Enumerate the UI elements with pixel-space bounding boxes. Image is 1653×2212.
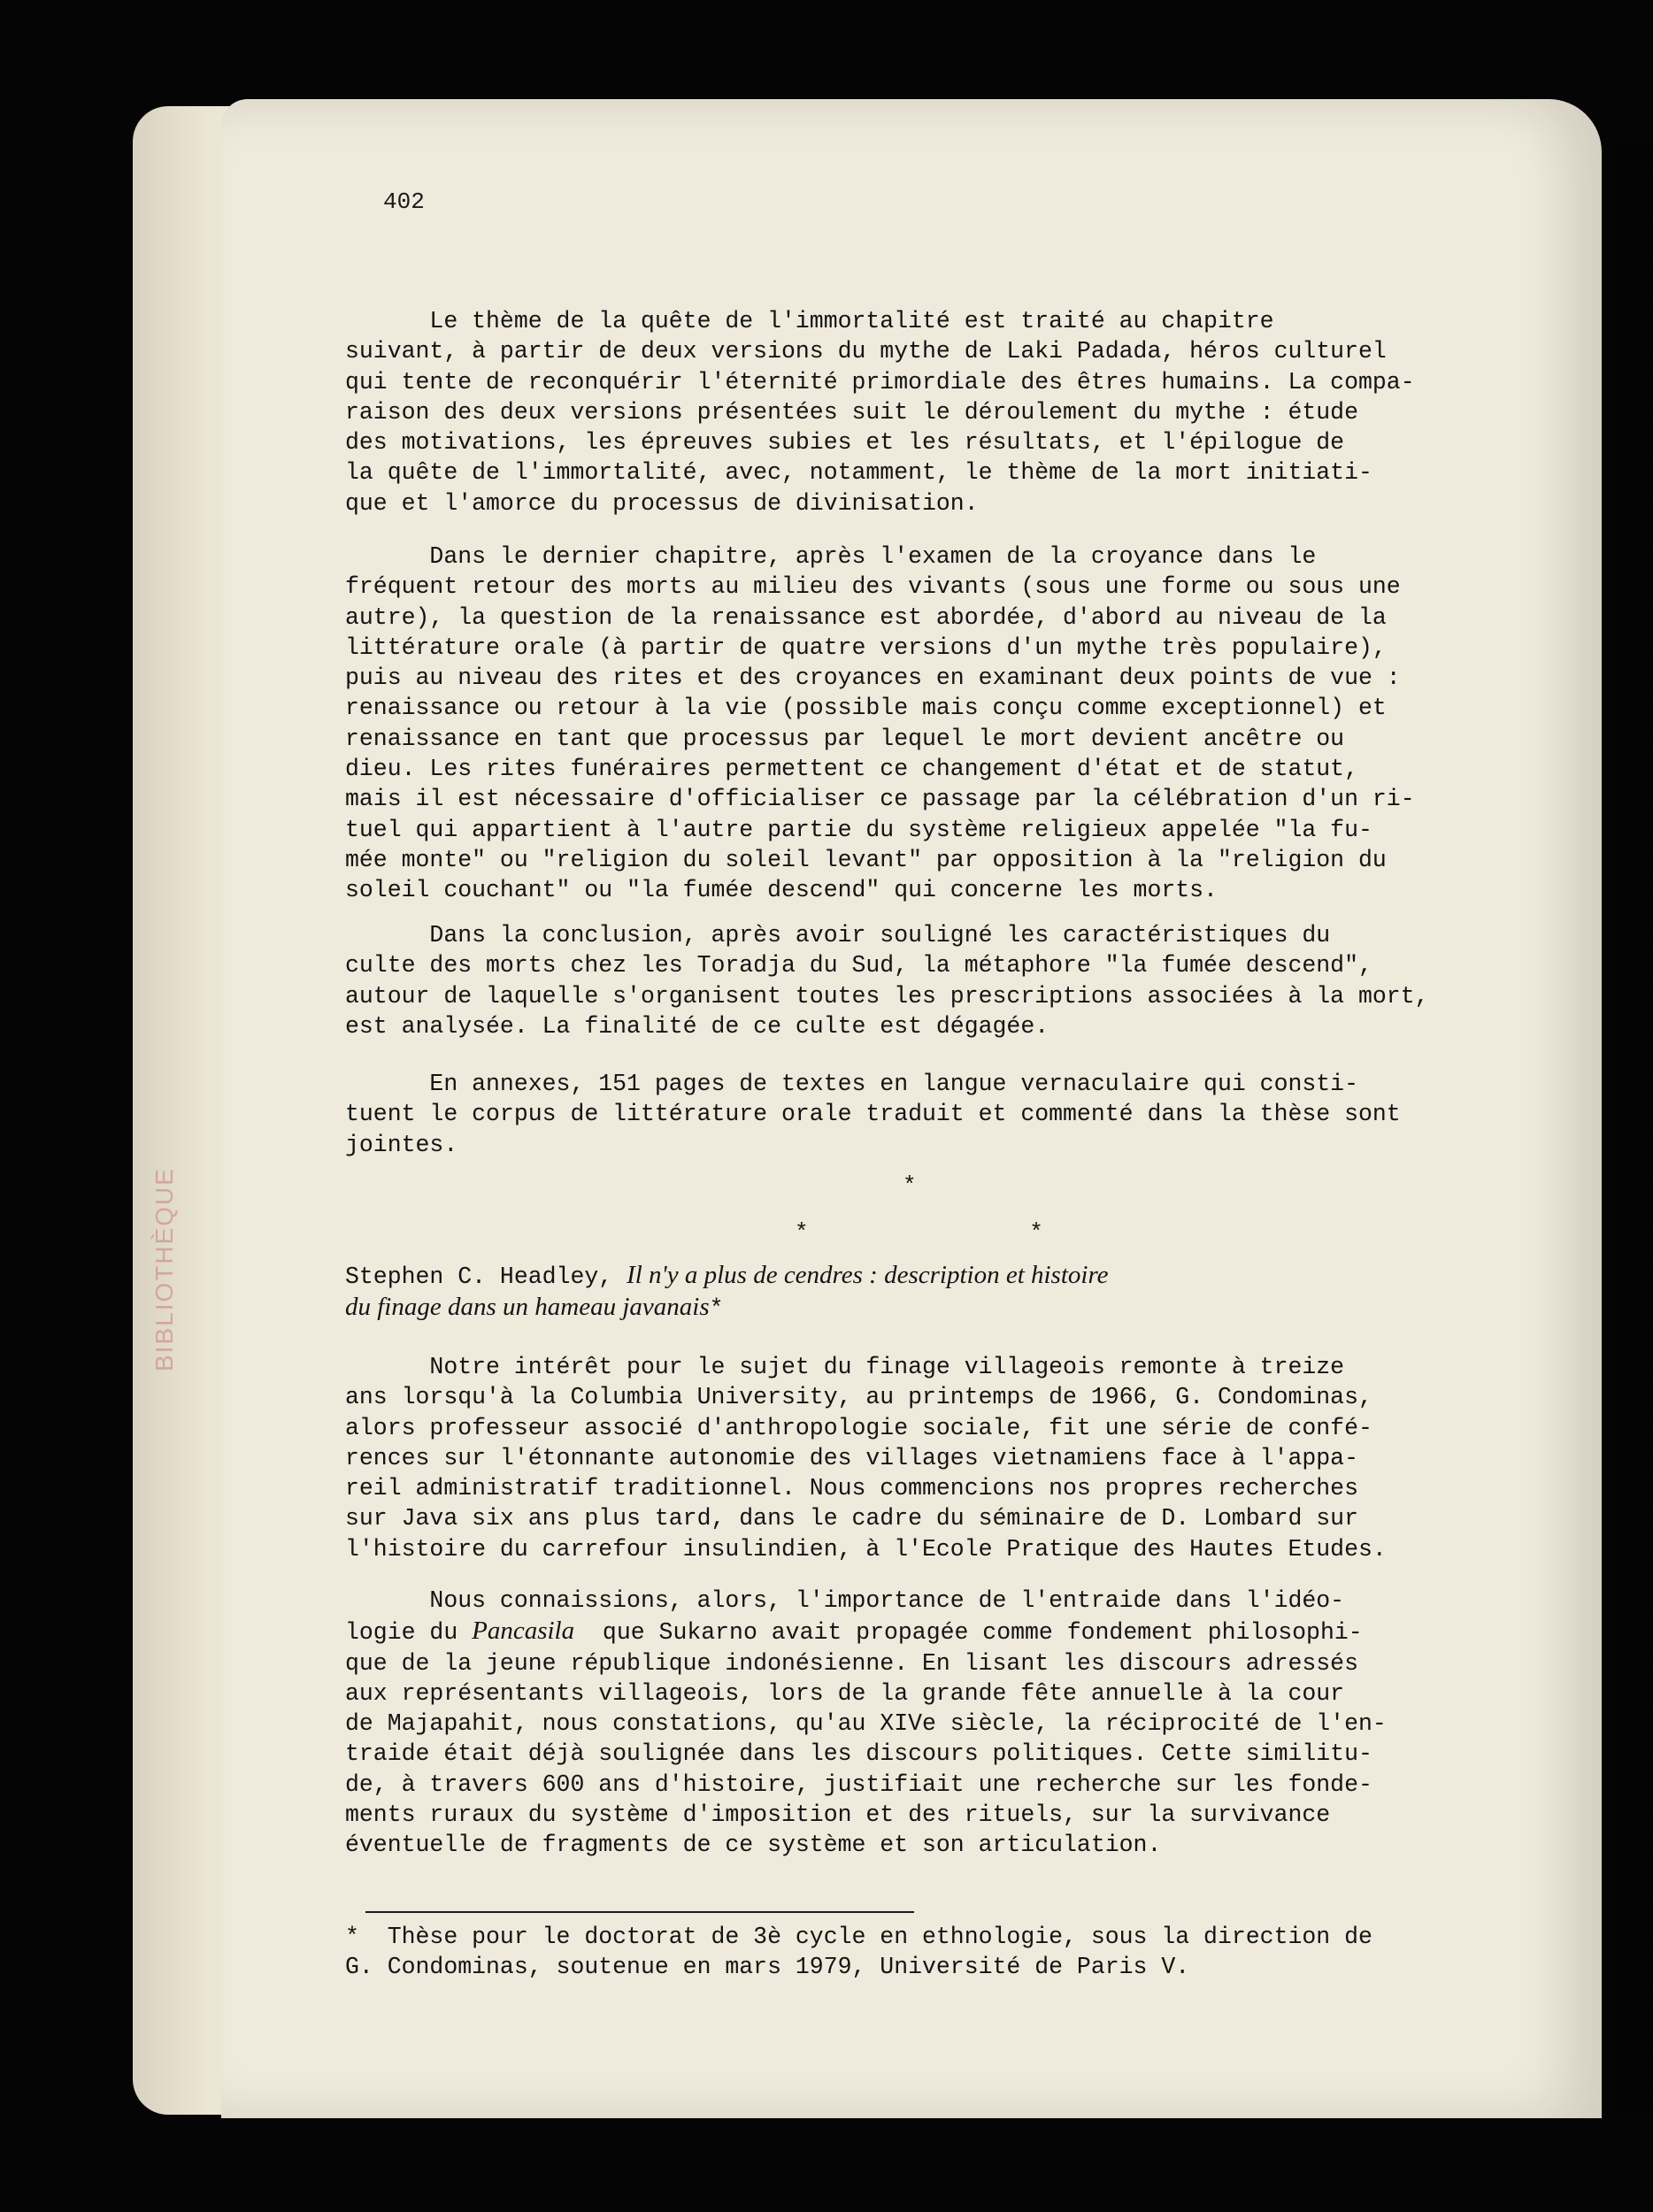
footnote-rule (365, 1911, 914, 1913)
text-line: autre), la question de la renaissance est abordée, d'abord au niveau de la (345, 603, 1387, 631)
text-line: G. Condominas, soutenue en mars 1979, Université de Paris V. (345, 1954, 1190, 1981)
paragraph-annexes (345, 1069, 1469, 1160)
paragraph-line-part: logie du (345, 1619, 473, 1647)
text-line: renaissance en tant que processus par lequel le mort devient ancêtre ou (345, 725, 1345, 752)
text-line: * Thèse pour le doctorat de 3è cycle en ethnologie, sous la direction de (345, 1924, 1372, 1950)
paragraph-line-part: que Sukarno avait propagée comme fondement philosophi- (574, 1619, 1363, 1647)
text-line: puis au niveau des rites et des croyances en examinant deux points de vue : (345, 664, 1401, 692)
paragraph-conclusion (345, 920, 1469, 1041)
paragraph-entraide (345, 1586, 1469, 1861)
text-line: Dans la conclusion, après avoir souligné les caractéristiques du (345, 922, 1331, 949)
text-line: que et l'amorce du processus de divinisation. (345, 489, 979, 517)
text-line: traide était déjà soulignée dans les discours politiques. Cette similitu- (345, 1740, 1372, 1768)
text-line: de Majapahit, nous constations, qu'au XIVe siècle, la réciprocité de l'en- (345, 1710, 1387, 1738)
text-line: des motivations, les épreuves subies et les résultats, et l'épilogue de (345, 429, 1345, 457)
text-line: littérature orale (à partir de quatre versions d'un mythe très populaire), (345, 634, 1387, 661)
paragraph-quest-immortality (345, 306, 1469, 518)
text-line: Dans le dernier chapitre, après l'examen de la croyance dans le (345, 543, 1317, 570)
text-line: rences sur l'étonnante autonomie des villages vietnamiens face à l'appa- (345, 1444, 1358, 1471)
text-line: reil administratif traditionnel. Nous commencions nos propres recherches (345, 1475, 1358, 1502)
text-line: raison des deux versions présentées suit le déroulement du mythe : étude (345, 398, 1358, 426)
text-line: autour de laquelle s'organisent toutes les prescriptions associées à la mort, (345, 982, 1429, 1010)
page-gutter-shadow (1600, 142, 1653, 2115)
text-line: Notre intérêt pour le sujet du finage villageois remonte à treize (345, 1354, 1345, 1380)
text-line: Le thème de la quête de l'immortalité est traité au chapitre (345, 308, 1274, 334)
text-line: renaissance ou retour à la vie (possible mais conçu comme exceptionnel) et (345, 695, 1387, 722)
heading-title-line-1: Il n'y a plus de cendres : description et histoire (627, 1261, 1109, 1289)
text-line: mée monte" ou "religion du soleil levant" par opposition à la "religion du (345, 846, 1387, 873)
text-line: ments ruraux du système d'imposition et des rituels, sur la survivance (345, 1801, 1331, 1829)
footnote (345, 1922, 1469, 1983)
text-line: la quête de l'immortalité, avec, notamment, le thème de la mort initiati- (345, 459, 1372, 487)
text-line: est analysée. La finalité de ce culte est dégagée. (345, 1012, 1049, 1040)
text-line: fréquent retour des morts au milieu des vivants (sous une forme ou sous une (345, 573, 1401, 601)
library-stamp: BIBLIOTHÈQUE (150, 1167, 178, 1371)
text-line: soleil couchant" ou "la fumée descend" qui concerne les morts. (345, 877, 1218, 904)
heading-author: Stephen C. Headley, (345, 1263, 627, 1290)
text-line: tuel qui appartient à l'autre partie du système religieux appelée "la fu- (345, 816, 1372, 843)
text-line: sur Java six ans plus tard, dans le cadre du séminaire de D. Lombard sur (345, 1505, 1358, 1532)
text-line: qui tente de reconquérir l'éternité primordiale des êtres humains. La compa- (345, 368, 1415, 396)
text-line: tuent le corpus de littérature orale traduit et commenté dans la thèse sont (345, 1101, 1401, 1128)
text-line: mais il est nécessaire d'officialiser ce passage par la célébration d'un ri- (345, 786, 1415, 813)
thesis-heading (345, 1260, 1469, 1325)
paragraph-last-chapter (345, 541, 1469, 906)
text-line: ans lorsqu'à la Columbia University, au printemps de 1966, G. Condominas, (345, 1384, 1372, 1411)
heading-footnote-mark: * (709, 1295, 724, 1323)
text-line: de, à travers 600 ans d'histoire, justifiait une recherche sur les fonde- (345, 1770, 1372, 1798)
text-line: dieu. Les rites funéraires permettent ce changement d'état et de statut, (345, 756, 1358, 783)
paragraph-interest (345, 1352, 1469, 1564)
text-line: éventuelle de fragments de ce système et son articulation. (345, 1832, 1162, 1859)
text-line: aux représentants villageois, lors de la grande fête annuelle à la cour (345, 1679, 1345, 1707)
text-line: En annexes, 151 pages de textes en langue vernaculaire qui consti- (345, 1071, 1358, 1097)
text-line: suivant, à partir de deux versions du mythe de Laki Padada, héros culturel (345, 338, 1387, 365)
text-line: alors professeur associé d'anthropologie sociale, fit une série de confé- (345, 1414, 1372, 1441)
pancasila-term: Pancasila (472, 1617, 575, 1646)
section-stars-top: * (903, 1172, 917, 1199)
text-line: que de la jeune république indonésienne. En lisant les discours adressés (345, 1649, 1358, 1677)
paragraph-line: Nous connaissions, alors, l'importance de l'entraide dans l'idéo- (345, 1587, 1345, 1614)
heading-title-line-2: du finage dans un hameau javanais (345, 1293, 710, 1322)
section-stars-bottom: * * (795, 1219, 1043, 1246)
text-line: culte des morts chez les Toradja du Sud, la métaphore "la fumée descend", (345, 952, 1372, 979)
text-line: jointes. (345, 1131, 458, 1158)
text-line: l'histoire du carrefour insulindien, à l'Ecole Pratique des Hautes Etudes. (345, 1535, 1387, 1563)
page-number: 402 (383, 188, 425, 215)
